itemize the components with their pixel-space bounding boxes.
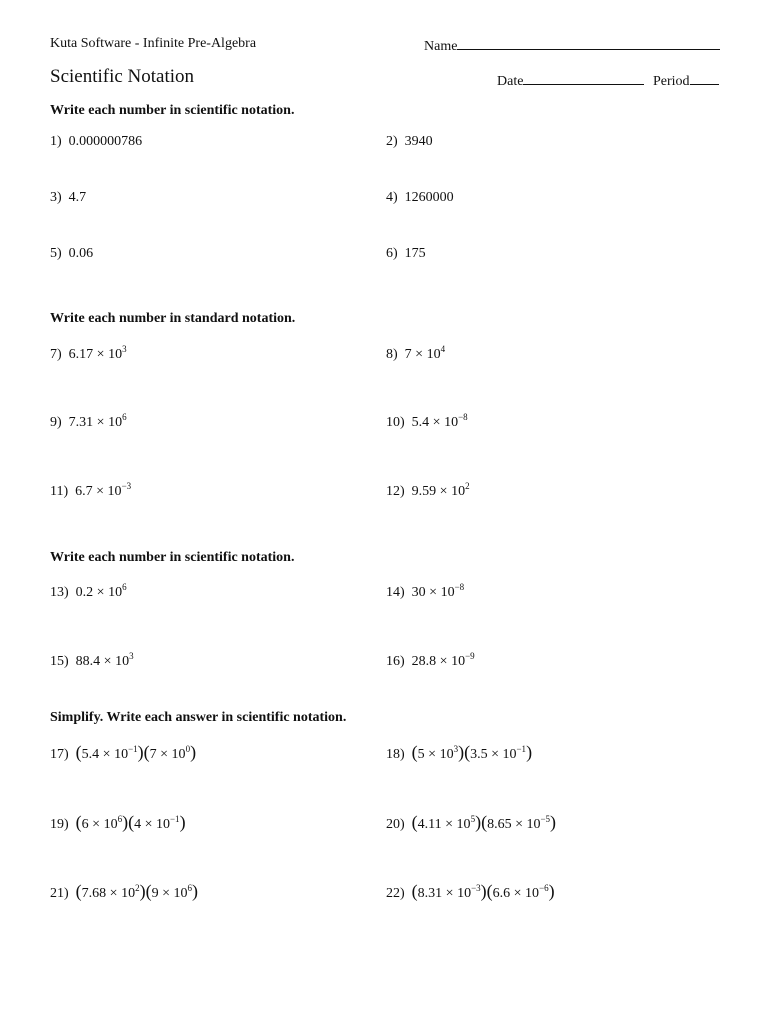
problem-exponent: 6 (122, 412, 127, 422)
factor-b-base: 6.6 × 10 (492, 886, 540, 901)
problem-expression: 0.000000786 (68, 134, 143, 149)
open-paren: ( (486, 881, 493, 901)
close-paren: ) (179, 812, 186, 832)
problem-15 (50, 651, 134, 670)
close-paren: ) (548, 881, 555, 901)
problem-18 (386, 742, 533, 763)
problem-number: 1) (50, 134, 62, 149)
factor-a-base: 4.11 × 10 (417, 817, 471, 832)
problem-11 (50, 481, 132, 500)
problem-base: 30 × 10 (411, 585, 455, 600)
close-paren: ) (458, 742, 465, 762)
problem-14 (386, 582, 465, 601)
problem-number: 7) (50, 347, 62, 362)
period-label: Period (653, 74, 690, 89)
open-paren: ( (481, 812, 488, 832)
factor-b-base: 8.65 × 10 (487, 817, 541, 832)
problem-number: 4) (386, 190, 398, 205)
problem-base: 88.4 × 10 (75, 654, 130, 669)
section-instruction: Write each number in scientific notation. (50, 550, 295, 565)
factor-a-base: 7.68 × 10 (81, 886, 136, 901)
factor-a-exponent: −1 (128, 744, 138, 754)
factor-b-exponent: −6 (539, 883, 549, 893)
close-paren: ) (122, 812, 129, 832)
problem-expression: 0.06 (68, 246, 94, 261)
open-paren: ( (75, 881, 82, 901)
problem-number: 13) (50, 585, 69, 600)
open-paren: ( (464, 742, 471, 762)
factor-a-base: 6 × 10 (81, 817, 118, 832)
problem-number: 17) (50, 747, 69, 762)
open-paren: ( (75, 742, 82, 762)
problem-9 (50, 412, 127, 431)
problem-number: 10) (386, 415, 405, 430)
problem-base: 6.7 × 10 (75, 484, 122, 499)
problem-exponent: 4 (440, 344, 446, 354)
problem-12 (386, 481, 470, 500)
factor-a-exponent: 6 (117, 814, 123, 824)
problem-exponent: −8 (458, 412, 468, 422)
problem-3 (50, 190, 86, 206)
period-field[interactable] (653, 71, 719, 90)
problem-number: 12) (386, 484, 405, 499)
close-paren: ) (137, 742, 144, 762)
name-label: Name (424, 39, 458, 54)
open-paren: ( (411, 881, 418, 901)
date-label: Date (497, 74, 524, 89)
problem-number: 6) (386, 246, 398, 261)
problem-exponent: −8 (454, 582, 465, 592)
problem-10 (386, 412, 468, 431)
close-paren: ) (526, 742, 533, 762)
problem-number: 22) (386, 886, 405, 901)
problem-number: 11) (50, 484, 69, 499)
factor-b-base: 3.5 × 10 (470, 747, 517, 762)
section-instruction: Simplify. Write each answer in scientific notation. (50, 710, 347, 725)
problem-7 (50, 344, 127, 363)
problem-20 (386, 812, 557, 833)
factor-b-base: 4 × 10 (134, 817, 170, 832)
problem-expression: 1260000 (404, 190, 454, 205)
close-paren: ) (480, 881, 487, 901)
factor-a-exponent: −3 (471, 883, 481, 893)
problem-number: 16) (386, 654, 405, 669)
problem-base: 5.4 × 10 (411, 415, 459, 430)
problem-exponent: 3 (129, 651, 134, 661)
problem-22 (386, 881, 555, 902)
date-blank-line[interactable] (523, 71, 644, 85)
problem-expression: 175 (404, 246, 426, 261)
factor-b-base: 7 × 10 (149, 747, 186, 762)
problem-number: 9) (50, 415, 62, 430)
factor-b-exponent: 6 (187, 883, 192, 893)
problem-exponent: 3 (122, 344, 127, 354)
problem-number: 5) (50, 246, 62, 261)
problem-6 (386, 246, 426, 262)
problem-19 (50, 812, 186, 833)
problem-number: 8) (386, 347, 398, 362)
close-paren: ) (190, 742, 197, 762)
problem-exponent: 6 (122, 582, 127, 592)
factor-a-exponent: 2 (135, 883, 140, 893)
problem-number: 18) (386, 747, 405, 762)
factor-a-base: 8.31 × 10 (417, 886, 472, 901)
close-paren: ) (550, 812, 557, 832)
factor-a-exponent: 3 (453, 744, 459, 754)
problem-number: 14) (386, 585, 405, 600)
open-paren: ( (128, 812, 135, 832)
problem-number: 19) (50, 817, 69, 832)
open-paren: ( (411, 742, 418, 762)
problem-base: 28.8 × 10 (411, 654, 466, 669)
problem-number: 3) (50, 190, 62, 205)
factor-b-exponent: −5 (540, 814, 551, 824)
problem-16 (386, 651, 475, 670)
open-paren: ( (145, 881, 152, 901)
factor-a-base: 5 × 10 (417, 747, 454, 762)
open-paren: ( (75, 812, 82, 832)
problem-number: 20) (386, 817, 405, 832)
factor-a-base: 5.4 × 10 (81, 747, 129, 762)
open-paren: ( (143, 742, 150, 762)
worksheet-title: Scientific Notation (50, 66, 195, 87)
problem-expression: 3940 (404, 134, 433, 149)
factor-b-exponent: −1 (516, 744, 527, 754)
date-field[interactable] (497, 71, 644, 90)
factor-a-exponent: 5 (470, 814, 476, 824)
section-instruction: Write each number in standard notation. (50, 311, 296, 326)
problem-number: 2) (386, 134, 398, 149)
name-field[interactable] (424, 36, 720, 55)
problem-2 (386, 134, 433, 150)
problem-base: 7.31 × 10 (68, 415, 123, 430)
publisher-label: Kuta Software - Infinite Pre-Algebra (50, 36, 257, 51)
period-blank-line[interactable] (690, 71, 719, 85)
problem-17 (50, 742, 197, 763)
problem-exponent: −3 (121, 481, 132, 491)
close-paren: ) (191, 881, 198, 901)
factor-b-exponent: 0 (185, 744, 191, 754)
problem-base: 6.17 × 10 (68, 347, 123, 362)
problem-exponent: −9 (465, 651, 475, 661)
problem-base: 0.2 × 10 (75, 585, 123, 600)
problem-base: 9.59 × 10 (411, 484, 466, 499)
problem-21 (50, 881, 198, 902)
factor-b-exponent: −1 (169, 814, 180, 824)
section-instruction: Write each number in scientific notation. (50, 103, 295, 118)
problem-expression: 4.7 (68, 190, 87, 205)
problem-13 (50, 582, 127, 601)
problem-number: 21) (50, 886, 69, 901)
problem-1 (50, 134, 142, 150)
problem-8 (386, 344, 446, 363)
problem-number: 15) (50, 654, 69, 669)
problem-5 (50, 246, 93, 262)
problem-4 (386, 190, 454, 206)
problem-base: 7 × 10 (404, 347, 441, 362)
problem-exponent: 2 (465, 481, 470, 491)
factor-b-base: 9 × 10 (151, 886, 188, 901)
close-paren: ) (139, 881, 146, 901)
close-paren: ) (475, 812, 482, 832)
open-paren: ( (411, 812, 418, 832)
name-blank-line[interactable] (457, 36, 720, 50)
